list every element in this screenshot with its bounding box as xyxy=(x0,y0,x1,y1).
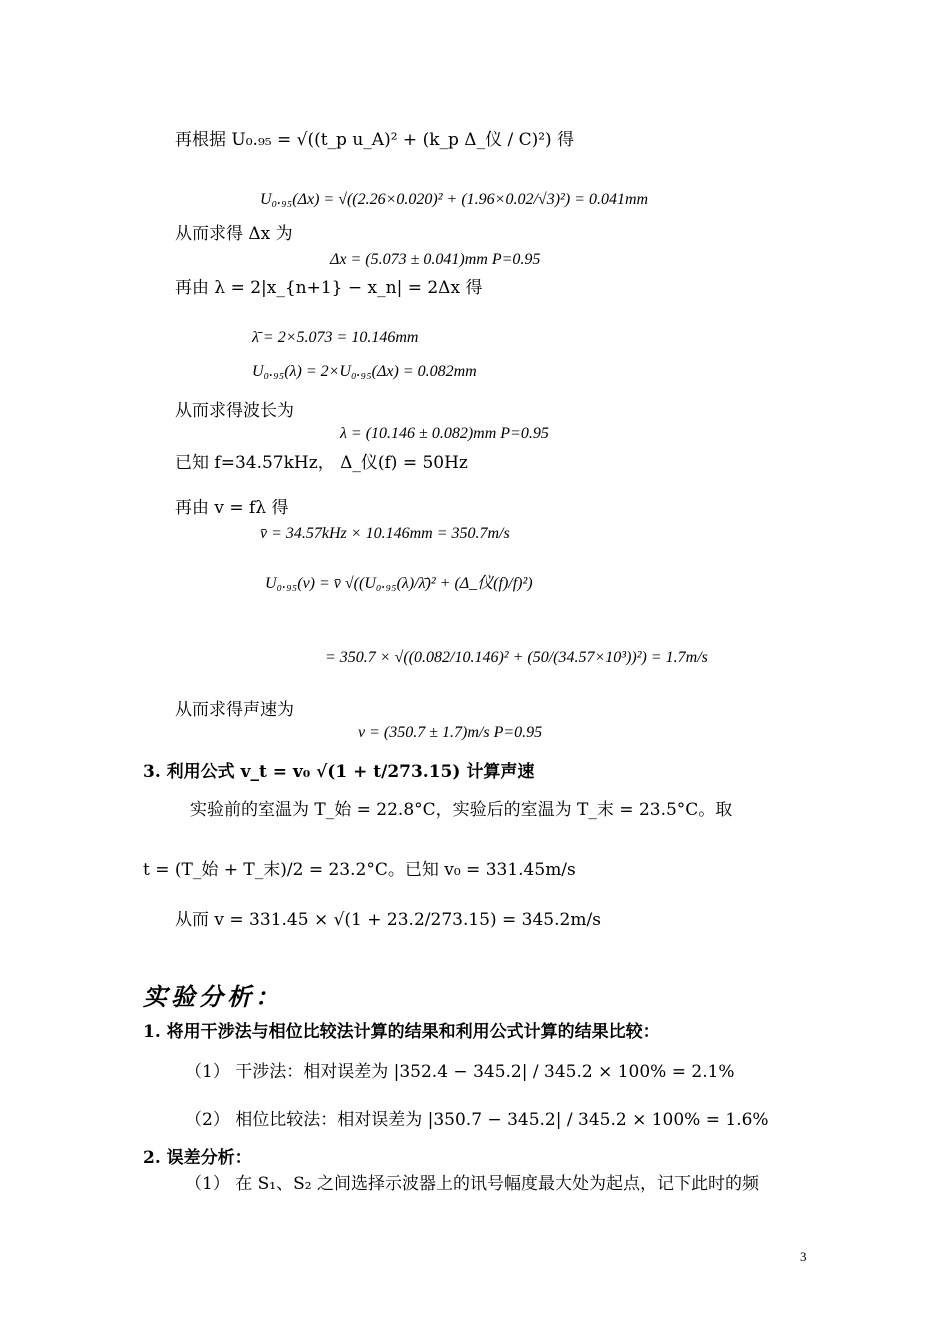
section-heading-3: 3. 利用公式 v_t = v₀ √(1 + t/273.15) 计算声速 xyxy=(143,762,535,782)
page-number: 3 xyxy=(800,1249,807,1264)
analysis-subitem-1: （1） 干涉法：相对误差为 |352.4 − 345.2| / 345.2 × 100% = 2.1% xyxy=(185,1062,735,1082)
equation-dx-result: Δx = (5.073 ± 0.041)mm P=0.95 xyxy=(330,251,541,268)
equation-v-result: v = (350.7 ± 1.7)m/s P=0.95 xyxy=(358,724,543,741)
text-line-18: 实验前的室温为 T_始 = 22.8°C，实验后的室温为 T_末 = 23.5°C。取 xyxy=(190,800,733,820)
analysis-item-1: 1. 将用干涉法与相位比较法计算的结果和利用公式计算的结果比较： xyxy=(143,1022,660,1042)
text-line-19: t = (T_始 + T_末)/2 = 23.2°C。已知 v₀ = 331.45m/s xyxy=(143,860,576,880)
equation-lambda-mean: λ̄ = 2×5.073 = 10.146mm xyxy=(252,329,419,346)
equation-u095-dx: U₀.₉₅(Δx) = √((2.26×0.020)² + (1.96×0.02/√3)²) = 0.041mm xyxy=(260,191,649,208)
equation-v-mean: v̄ = 34.57kHz × 10.146mm = 350.7m/s xyxy=(260,525,510,542)
text-line-15: 从而求得声速为 xyxy=(175,700,294,720)
analysis-subitem-2: （2） 相位比较法：相对误差为 |350.7 − 345.2| / 345.2 × 100% = 1.6% xyxy=(185,1110,769,1130)
equation-lambda-result: λ = (10.146 ± 0.082)mm P=0.95 xyxy=(340,425,549,442)
equation-u095-v: U₀.₉₅(v) = v̄ √((U₀.₉₅(λ)/λ̄)² + (Δ_仪(f)/f)²) xyxy=(265,575,533,592)
analysis-item-2: 2. 误差分析： xyxy=(143,1148,252,1168)
text-line-5: 再由 λ = 2|x_{n+1} − x_n| = 2Δx 得 xyxy=(175,278,483,298)
text-line-8: 从而求得波长为 xyxy=(175,401,294,421)
analysis-subitem-error-1: （1） 在 S₁、S₂ 之间选择示波器上的讯号幅度最大处为起点，记下此时的频 xyxy=(185,1174,759,1194)
text-line-3: 从而求得 Δx 为 xyxy=(175,224,293,244)
text-line-10: 已知 f=34.57kHz， Δ_仪(f) = 50Hz xyxy=(175,453,468,473)
equation-u095-lambda: U₀.₉₅(λ) = 2×U₀.₉₅(Δx) = 0.082mm xyxy=(252,363,477,380)
text-line-1: 再根据 U₀.₉₅ = √((t_p u_A)² + (k_p Δ_仪 / C)²) 得 xyxy=(175,130,575,150)
text-line-11: 再由 v = fλ 得 xyxy=(175,498,289,518)
text-line-20: 从而 v = 331.45 × √(1 + 23.2/273.15) = 345.2m/s xyxy=(175,910,601,930)
section-title-analysis: 实验分析： xyxy=(143,982,283,1011)
equation-u095-v-value: = 350.7 × √((0.082/10.146)² + (50/(34.57×10³))²) = 1.7m/s xyxy=(325,649,708,666)
